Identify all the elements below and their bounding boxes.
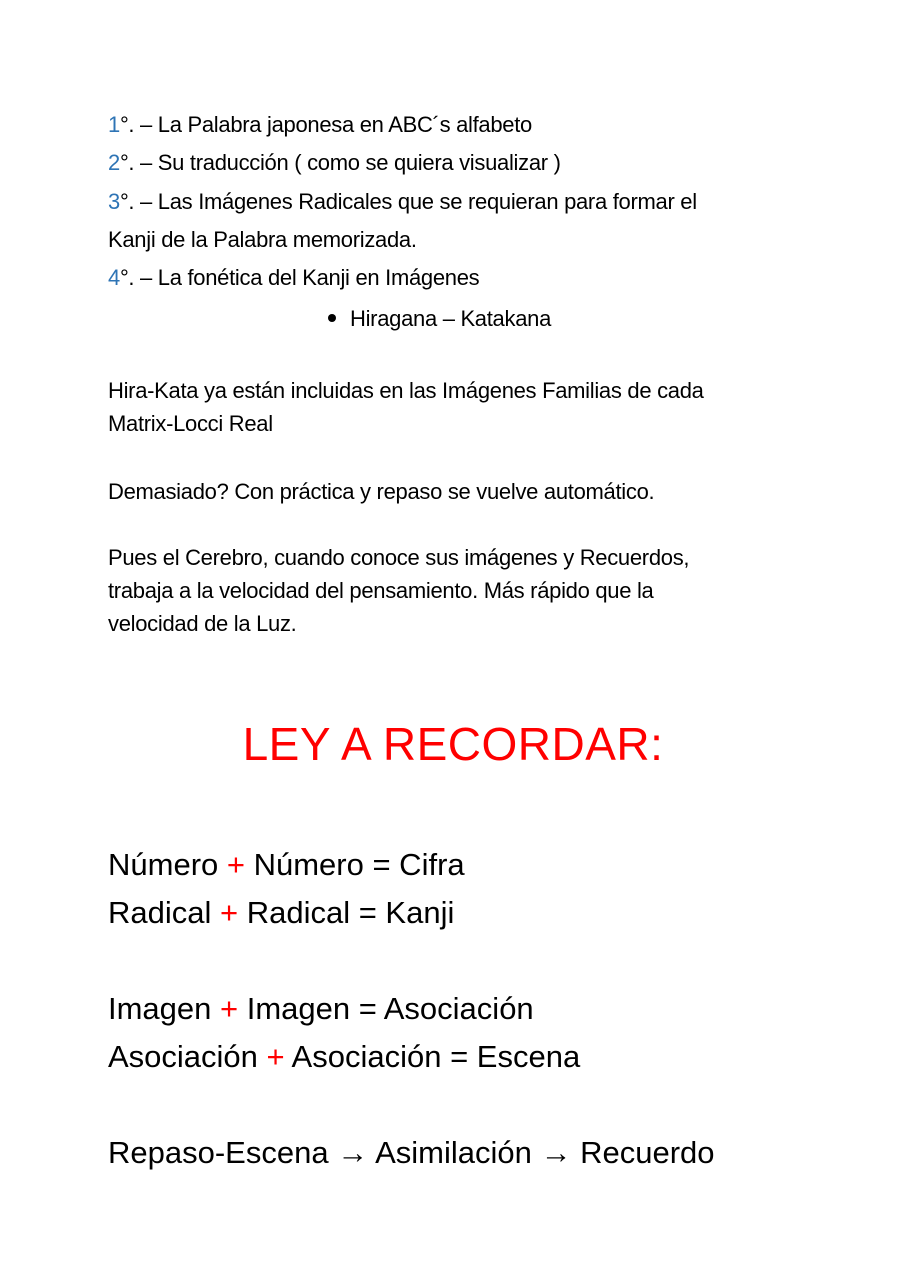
step-number: 1	[108, 112, 120, 137]
law-result: Radical = Kanji	[238, 895, 455, 930]
plus-sign: +	[220, 895, 239, 930]
step-4	[108, 259, 479, 297]
law-result: Asociación = Escena	[284, 1039, 581, 1074]
paragraph-line: velocidad de la Luz.	[108, 611, 297, 636]
plus-sign: +	[220, 991, 239, 1026]
paragraph-line: Hira-Kata ya están incluidas en las Imágenes Familias de cada	[108, 378, 704, 403]
law-line-radical	[108, 889, 454, 937]
law-heading: LEY A RECORDAR:	[242, 718, 664, 770]
plus-sign: +	[226, 847, 245, 882]
law-result: Número = Cifra	[244, 847, 465, 882]
law-line-asociacion	[108, 1033, 580, 1081]
law-line-imagen	[108, 985, 534, 1033]
law-term: Número	[108, 847, 227, 882]
paragraph-line: trabaja a la velocidad del pensamiento. Más rápido que la	[108, 578, 654, 603]
law-term: Imagen	[108, 991, 221, 1026]
step-2	[108, 144, 561, 182]
bullet-text: Hiragana – Katakana	[350, 306, 552, 331]
step-3	[108, 183, 697, 221]
step-number: 4	[108, 265, 120, 290]
law-term: Asociación	[108, 1039, 267, 1074]
law-term: Radical	[108, 895, 220, 930]
plus-sign: +	[266, 1039, 285, 1074]
paragraph-line: Pues el Cerebro, cuando conoce sus imágenes y Recuerdos,	[108, 545, 690, 570]
bullet-icon	[328, 314, 336, 322]
paragraph-line: Matrix-Locci Real	[108, 411, 273, 436]
paragraph-demasiado	[108, 475, 654, 508]
step-number: 3	[108, 189, 120, 214]
paragraph-line: Demasiado? Con práctica y repaso se vuelve automático.	[108, 479, 655, 504]
bullet-item	[328, 300, 551, 338]
law-result: Imagen = Asociación	[238, 991, 534, 1026]
step-text: °. – Las Imágenes Radicales que se requieran para formar el	[119, 189, 697, 214]
law-line-numero	[108, 841, 465, 889]
step-3-continuation: Kanji de la Palabra memorizada.	[108, 227, 417, 252]
law-chain: Repaso-Escena → Asimilación → Recuerdo	[108, 1135, 715, 1170]
paragraph-hira-kata	[108, 374, 704, 440]
step-number: 2	[108, 150, 120, 175]
step-text: °. – La fonética del Kanji en Imágenes	[119, 265, 480, 290]
paragraph-cerebro	[108, 541, 689, 640]
step-1	[108, 106, 532, 144]
step-text: °. – Su traducción ( como se quiera visualizar )	[119, 150, 561, 175]
step-text: °. – La Palabra japonesa en ABC´s alfabeto	[119, 112, 532, 137]
